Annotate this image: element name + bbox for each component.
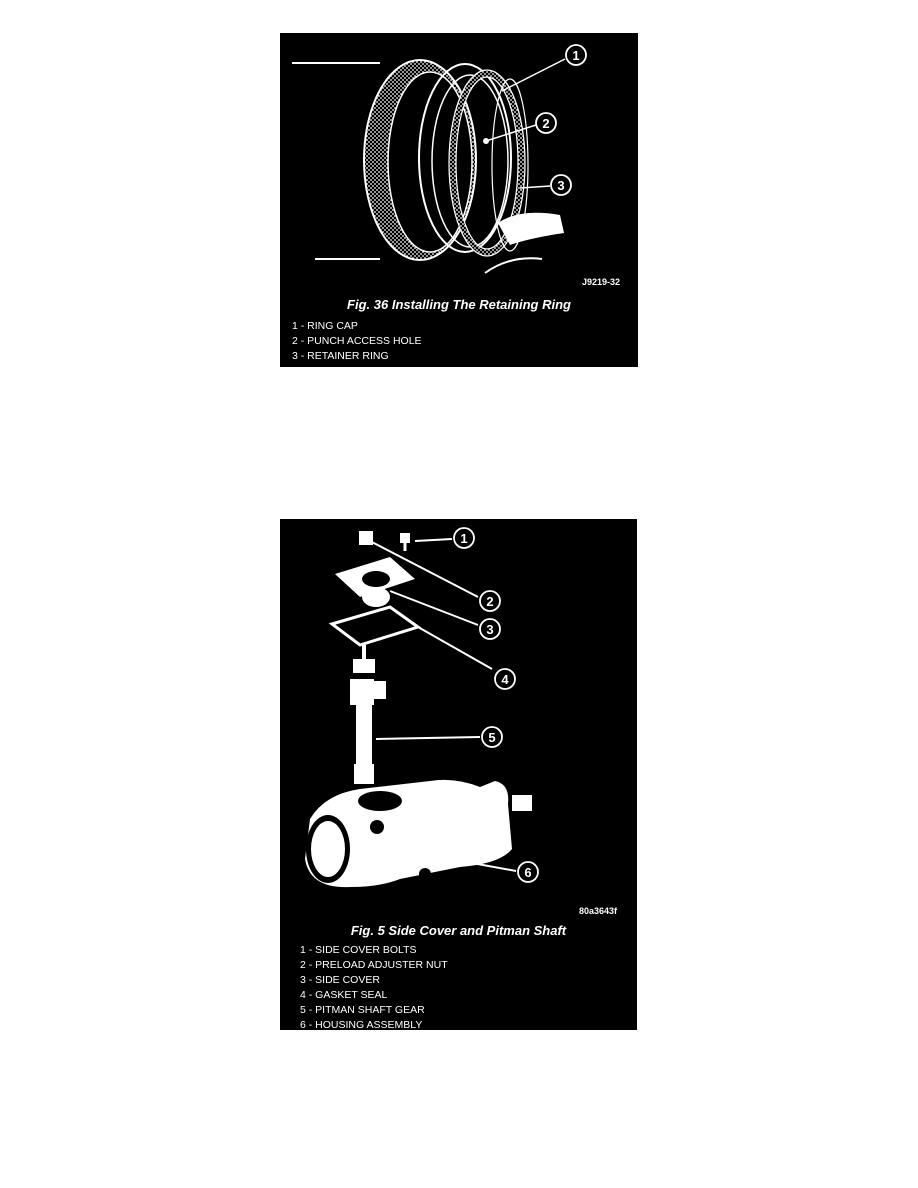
legend-item: 2 - PUNCH ACCESS HOLE [292,335,422,347]
legend-item: 1 - RING CAP [292,320,358,332]
figure-code: 80a3643f [578,906,617,916]
svg-text:4: 4 [501,672,509,687]
legend-item: 1 - SIDE COVER BOLTS [300,944,417,956]
figure-code: J9219-32 [581,277,620,287]
svg-text:2: 2 [486,594,494,609]
svg-text:1: 1 [572,48,580,63]
callout-3 [551,175,571,195]
figure-legend [300,943,448,1030]
callout-2 [536,113,556,133]
figure-legend [292,319,422,364]
legend-item: 4 - GASKET SEAL [300,989,388,1001]
callout-2 [480,591,500,611]
callout-5 [482,727,502,747]
legend-item: 2 - PRELOAD ADJUSTER NUT [300,959,448,971]
callout-1 [566,45,586,65]
legend-item: 3 - RETAINER RING [292,350,389,362]
side-cover-illustration [280,519,637,914]
callout-4 [495,669,515,689]
svg-text:3: 3 [486,622,494,637]
legend-item: 3 - SIDE COVER [300,974,380,986]
svg-text:3: 3 [557,178,565,193]
callout-6 [518,862,538,882]
figure-side-cover [280,519,637,1030]
svg-text:6: 6 [524,865,532,880]
svg-text:1: 1 [460,531,468,546]
retaining-ring-illustration [280,33,638,298]
callout-1 [454,528,474,548]
figure-retaining-ring [280,33,638,367]
svg-text:2: 2 [542,116,550,131]
callout-3 [480,619,500,639]
legend-item: 6 - HOUSING ASSEMBLY [300,1019,423,1030]
figure-caption: Fig. 5 Side Cover and Pitman Shaft [350,923,567,938]
figure-caption: Fig. 36 Installing The Retaining Ring [347,297,571,312]
legend-item: 5 - PITMAN SHAFT GEAR [300,1004,425,1016]
svg-text:5: 5 [488,730,496,745]
